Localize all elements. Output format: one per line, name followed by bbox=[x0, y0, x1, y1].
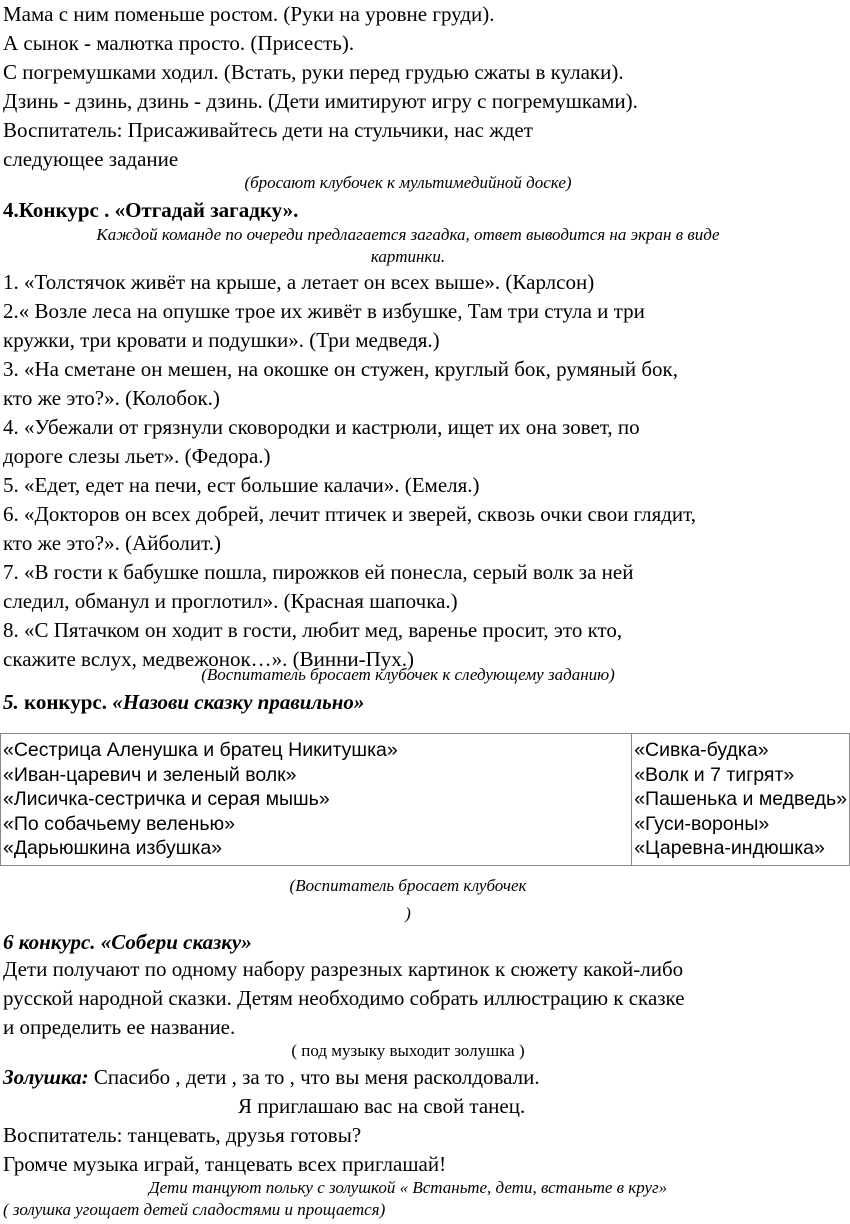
contest4-note: Каждой команде по очереди предлагается загадка, ответ выводится на экран в виде bbox=[96, 225, 720, 244]
intro-line: Дзинь - дзинь, дзинь - дзинь. (Дети имитируют игру с погремушками). bbox=[3, 89, 638, 113]
intro-line: Воспитатель: Присаживайтесь дети на стульчики, нас ждет bbox=[3, 118, 533, 142]
riddle-line: кружки, три кровати и подушки». (Три медведя.) bbox=[3, 328, 440, 352]
riddle-line: скажите вслух, медвежонок…». (Винни-Пух.) bbox=[3, 647, 415, 671]
contest6-text: русской народной сказки. Детям необходимо собрать иллюстрацию к сказке bbox=[3, 986, 685, 1010]
riddle-line: кто же это?». (Колобок.) bbox=[3, 386, 220, 410]
contest6-text: Дети получают по одному набору разрезных картинок к сюжету какой-либо bbox=[3, 957, 684, 981]
contest4-note: картинки. bbox=[370, 247, 446, 266]
tale-title: «Дарьюшкина избушка» bbox=[3, 837, 223, 859]
intro-line: Мама с ним поменьше ростом. (Руки на уровне груди). bbox=[3, 2, 495, 26]
riddle-line: 2.« Возле леса на опушке трое их живёт в избушке, Там три стула и три bbox=[3, 299, 645, 323]
speech-text: Я приглашаю вас на свой танец. bbox=[238, 1094, 526, 1118]
riddle-line: 5. «Едет, едет на печи, ест большие калачи». (Емеля.) bbox=[3, 473, 480, 497]
riddle-line: 3. «На сметане он мешен, на окошке он стужен, круглый бок, румяный бок, bbox=[3, 357, 678, 381]
tale-title: «Сивка-будка» bbox=[634, 739, 769, 761]
intro-line: С погремушками ходил. (Встать, руки перед грудью сжаты в кулаки). bbox=[3, 60, 624, 84]
riddle-line: следил, обманул и проглотил». (Красная шапочка.) bbox=[3, 589, 458, 613]
cinderella-line bbox=[3, 1063, 540, 1091]
contest5-name: «Назови сказку правильно» bbox=[106, 690, 365, 714]
riddle-line: дороге слезы льет». (Федора.) bbox=[3, 444, 271, 468]
tale-title: «Лисичка-сестричка и серая мышь» bbox=[3, 788, 330, 810]
speaker-name: Золушка: bbox=[3, 1065, 89, 1089]
riddle-line: 1. «Толстячок живёт на крыше, а летает он всех выше». (Карлсон) bbox=[3, 270, 595, 294]
tale-title: «Царевна-индюшка» bbox=[634, 837, 825, 859]
tales-column-left bbox=[1, 734, 632, 866]
riddle-line: 8. «С Пятачком он ходит в гости, любит мед, варенье просит, это кто, bbox=[3, 618, 623, 642]
speech-text: Спасибо , дети , за то , что вы меня расколдовали. bbox=[88, 1065, 540, 1089]
tales-table bbox=[0, 733, 850, 866]
contest5-word: конкурс. bbox=[18, 690, 107, 714]
music-line: Громче музыка играй, танцевать всех приглашай! bbox=[3, 1152, 447, 1176]
tales-column-right bbox=[632, 734, 850, 866]
stage-direction: (бросают клубочек к мультимедийной доске) bbox=[244, 173, 572, 192]
stage-direction: ) bbox=[405, 904, 411, 923]
intro-line: следующее задание bbox=[3, 147, 179, 171]
music-note: ( под музыку выходит золушка ) bbox=[291, 1041, 525, 1060]
riddle-line: 7. «В гости к бабушке пошла, пирожков ей понесла, серый волк за ней bbox=[3, 560, 634, 584]
tale-title: «Волк и 7 тигрят» bbox=[634, 763, 795, 786]
contest5-title bbox=[3, 688, 364, 716]
tale-title: «Иван-царевич и зеленый волк» bbox=[3, 763, 297, 786]
tale-title: «Гуси-вороны» bbox=[634, 812, 770, 835]
riddle-line: 4. «Убежали от грязнули сковородки и кастрюли, ищет их она зовет, по bbox=[3, 415, 640, 439]
intro-line: А сынок - малютка просто. (Присесть). bbox=[3, 31, 355, 55]
stage-direction: (Воспитатель бросает клубочек bbox=[289, 876, 527, 895]
contest6-text: и определить ее название. bbox=[3, 1015, 236, 1039]
tale-title: «По собачьему веленью» bbox=[3, 812, 235, 835]
contest5-number: 5. bbox=[3, 690, 19, 714]
tale-title: «Пашенька и медведь» bbox=[634, 788, 847, 810]
teacher-line: Воспитатель: танцевать, друзья готовы? bbox=[3, 1123, 362, 1147]
stage-direction: (Воспитатель бросает клубочек к следующему заданию) bbox=[201, 665, 615, 684]
tale-title: «Сестрица Аленушка и братец Никитушка» bbox=[3, 739, 398, 761]
stage-direction: Дети танцуют польку с золушкой « Встаньте, дети, встаньте в круг» bbox=[148, 1178, 668, 1197]
contest6-title: 6 конкурс. «Собери сказку» bbox=[3, 930, 252, 954]
stage-direction: ( золушка угощает детей сладостями и прощается) bbox=[3, 1200, 386, 1219]
riddle-line: 6. «Докторов он всех добрей, лечит птичек и зверей, сквозь очки свои глядит, bbox=[3, 502, 697, 526]
contest4-title: 4.Конкурс . «Отгадай загадку». bbox=[3, 198, 299, 222]
riddle-line: кто же это?». (Айболит.) bbox=[3, 531, 221, 555]
